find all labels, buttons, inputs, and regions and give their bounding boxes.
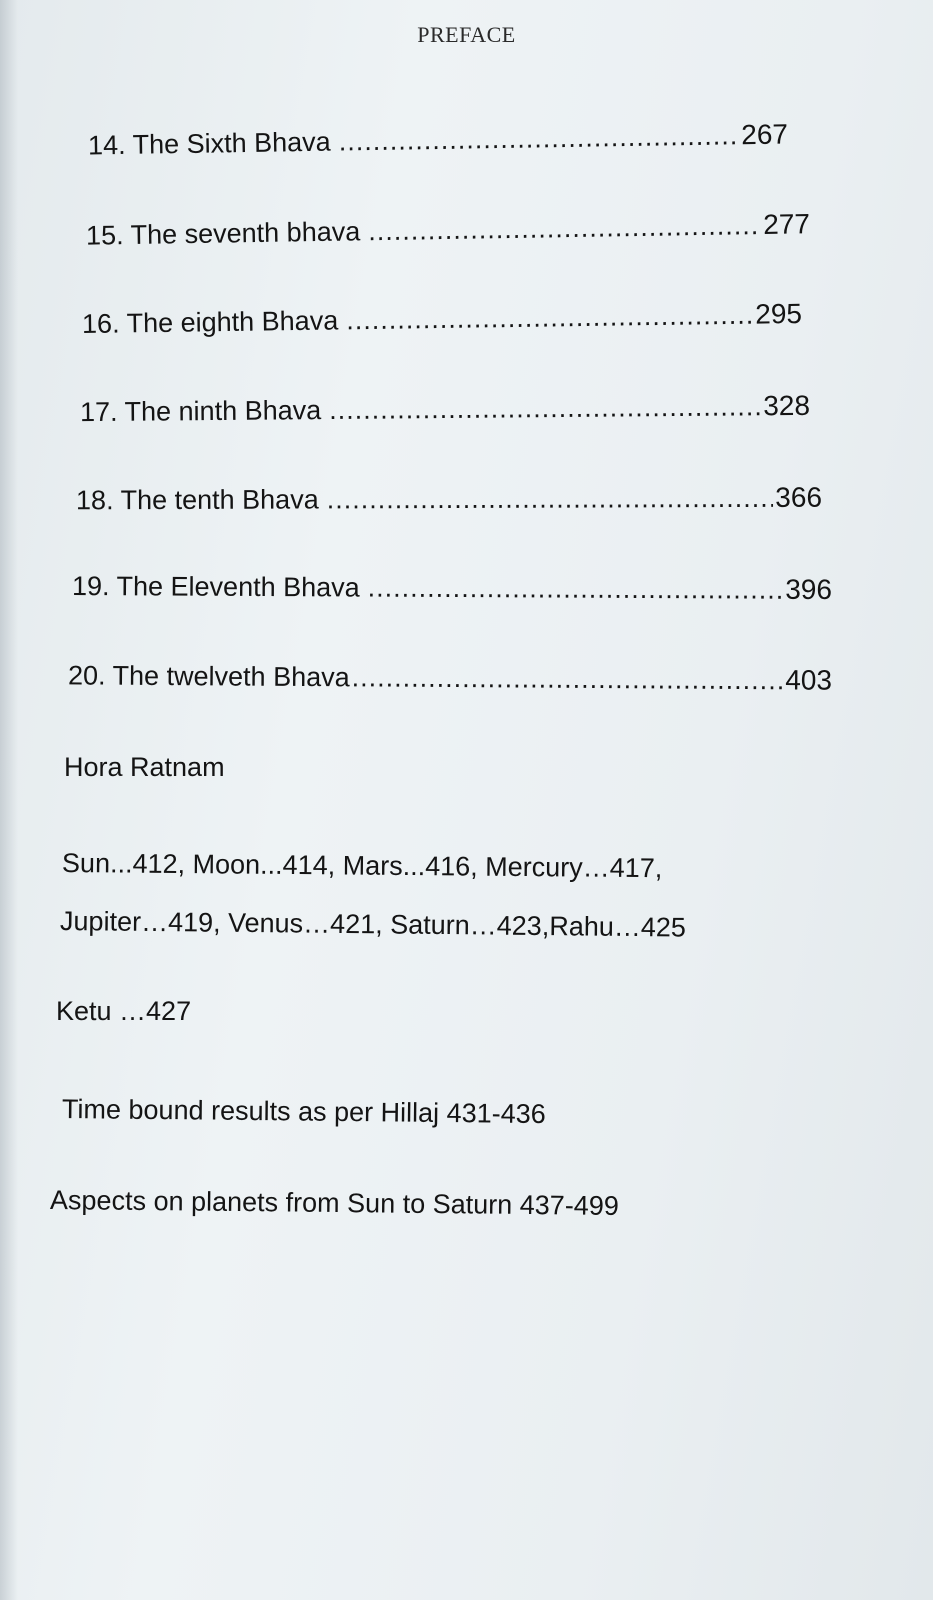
hora-planets-line-1: Sun...412, Moon...414, Mars...416, Mercury…417,: [61, 848, 663, 884]
toc-entry-page: 267: [740, 118, 789, 151]
hora-planets-line-3: Ketu …427: [56, 996, 192, 1026]
toc-entry-eleventh-bhava: [72, 570, 832, 606]
hora-ratnam-heading: Hora Ratnam: [64, 752, 225, 782]
toc-entry-page: 295: [755, 297, 803, 330]
toc-leader-dots: [352, 662, 784, 696]
toc-leader-dots: [327, 483, 774, 516]
toc-entry-tenth-bhava: [76, 482, 822, 517]
toc-leader-dots: [346, 300, 753, 337]
toc-entry-page: 396: [785, 573, 833, 605]
toc-leader-dots: [368, 573, 784, 606]
toc-entry-label: 19. The Eleventh Bhava: [71, 571, 360, 603]
toc-entry-seventh-bhava: [86, 208, 810, 251]
page-header: PREFACE: [417, 22, 516, 47]
toc-entry-ninth-bhava: [80, 390, 810, 428]
toc-entry-sixth-bhava: [88, 119, 788, 162]
toc-entry-page: 328: [763, 389, 811, 422]
toc-entry-twelveth-bhava: [68, 659, 832, 696]
toc-leader-dots: [329, 391, 761, 426]
toc-entry-label: 17. The ninth Bhava: [79, 395, 322, 428]
toc-entry-label: 16. The eighth Bhava: [81, 305, 339, 340]
toc-entry-label: 20. The twelveth Bhava: [67, 660, 350, 693]
toc-entry-label: 14. The Sixth Bhava: [87, 126, 331, 161]
aspects-on-planets: Aspects on planets from Sun to Saturn 437-499: [49, 1185, 619, 1221]
toc-leader-dots: [338, 120, 739, 157]
hora-planets-line-2: Jupiter…419, Venus…421, Saturn…423,Rahu…425: [59, 906, 687, 943]
toc-entry-page: 366: [775, 481, 823, 513]
toc-entry-label: 18. The tenth Bhava: [75, 484, 319, 516]
toc-entry-eighth-bhava: [82, 298, 802, 340]
toc-entry-page: 403: [785, 664, 833, 696]
toc-entry-page: 277: [762, 208, 811, 241]
time-bound-results: Time bound results as per Hillaj 431-436: [61, 1094, 546, 1130]
toc-leader-dots: [368, 210, 762, 247]
toc-entry-label: 15. The seventh bhava: [85, 216, 361, 251]
